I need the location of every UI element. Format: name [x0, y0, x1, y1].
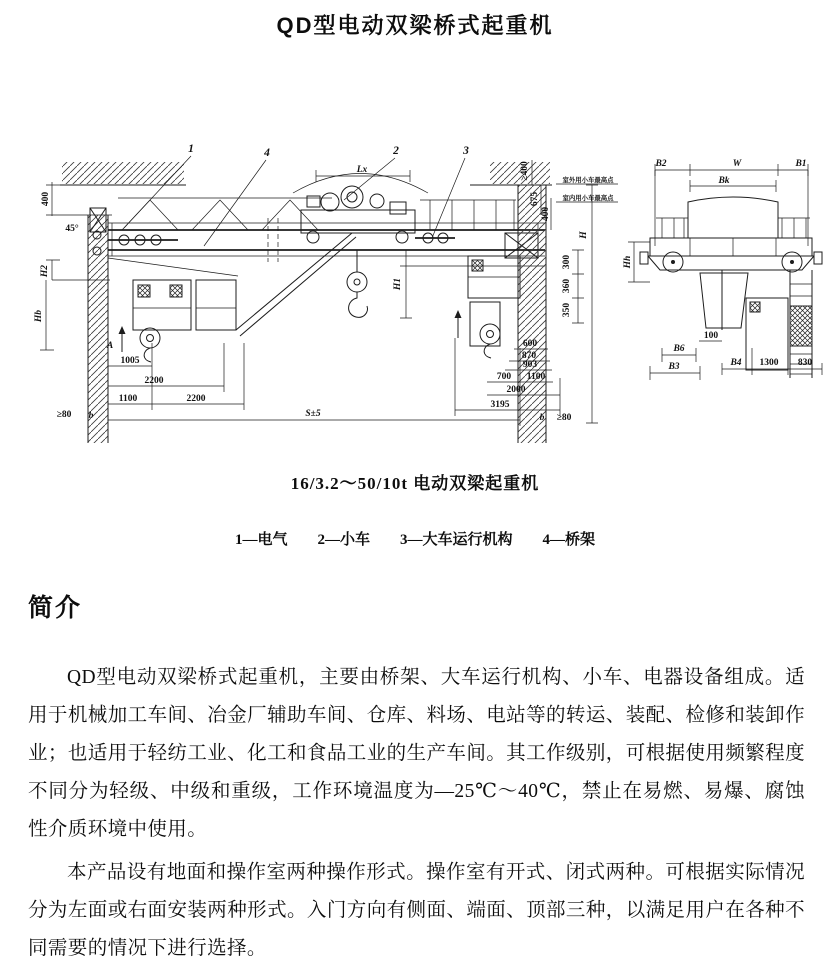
- right-panels: [468, 256, 520, 358]
- dim-ge80-left: ≥80: [56, 410, 72, 420]
- point-a: A: [106, 341, 114, 351]
- technical-drawing: [0, 138, 830, 460]
- dim-bk: Bk: [718, 176, 730, 186]
- dim-hh: Hh: [623, 255, 633, 269]
- dim-700: 700: [496, 372, 512, 382]
- dim-ge400: ≥400: [520, 161, 530, 181]
- dim-675: 675: [530, 191, 540, 207]
- dim-830: 830: [797, 358, 813, 368]
- dim-870: 870: [521, 351, 537, 361]
- dim-2000: 2000: [506, 385, 526, 395]
- dim-lx: Lx: [356, 165, 368, 175]
- dim-360: 360: [562, 278, 572, 294]
- intro-paragraph-2: 本产品设有地面和操作室两种操作形式。操作室有开式、闭式两种。可根据实际情况分为左面或右面安装两种形式。入门方向有侧面、端面、顶部三种，以满足用户在各种不同需要的情况下进行选择。: [28, 862, 805, 959]
- dim-hb: Hb: [34, 309, 44, 323]
- dim-903: 903: [522, 360, 538, 370]
- dim-s5: S±5: [305, 409, 321, 419]
- dim-b6: B6: [673, 344, 685, 354]
- section-heading-intro: 简介: [28, 594, 83, 622]
- dim-1100-b: 1100: [526, 372, 546, 382]
- dim-1300: 1300: [759, 358, 779, 368]
- callout-1: 1: [188, 143, 194, 155]
- dim-2200-b: 2200: [186, 394, 206, 404]
- callout-2: 2: [393, 145, 399, 157]
- dim-h1: H1: [393, 277, 403, 291]
- dim-600: 600: [522, 339, 538, 349]
- legend-item-trolley: 2—小车: [317, 532, 370, 548]
- trolley: [301, 186, 415, 243]
- crane-diagram: [0, 138, 830, 460]
- dim-1100: 1100: [118, 394, 138, 404]
- callout-4: 4: [264, 147, 270, 159]
- dim-h2: H2: [40, 264, 50, 278]
- dim-100: 100: [703, 331, 719, 341]
- hook-block: [347, 250, 367, 317]
- figure-legend: [0, 528, 830, 549]
- dim-b-right: b: [539, 413, 545, 423]
- dim-b3: B3: [668, 362, 680, 372]
- dim-b-left: b: [88, 411, 94, 421]
- dim-400-right: 400: [541, 206, 551, 222]
- dim-350: 350: [562, 302, 572, 318]
- dim-300: 300: [562, 254, 572, 270]
- dim-b2: B2: [655, 159, 667, 169]
- dim-2200-a: 2200: [144, 376, 164, 386]
- legend-item-travel-mechanism: 3—大车运行机构: [400, 532, 513, 548]
- dim-1005: 1005: [120, 356, 140, 366]
- note-indoor-trolley: 室内用小车最高点: [562, 195, 614, 202]
- page-title: QD型电动双梁桥式起重机: [276, 13, 554, 38]
- dim-b1: B1: [795, 159, 807, 169]
- legend-item-electric: 1—电气: [234, 532, 288, 548]
- dim-ge80-right: ≥80: [556, 413, 572, 423]
- note-outdoor-trolley: 室外用小车最高点: [562, 177, 614, 184]
- dim-h-total: H: [579, 231, 589, 239]
- dim-w: W: [732, 159, 742, 169]
- dim-400-left: 400: [41, 191, 51, 207]
- dim-45deg: 45°: [65, 224, 79, 234]
- end-view: [628, 164, 822, 380]
- figure-caption: 16/3.2～50/10t 电动双梁起重机: [290, 474, 540, 493]
- left-platform: [108, 233, 356, 362]
- legend-item-bridge: 4—桥架: [542, 532, 596, 548]
- callout-3: 3: [463, 145, 469, 157]
- dim-3195: 3195: [490, 400, 510, 410]
- intro-body: [28, 659, 805, 968]
- dim-b4: B4: [730, 358, 742, 368]
- intro-paragraph-1: QD型电动双梁桥式起重机，主要由桥架、大车运行机构、小车、电器设备组成。适用于机械加工车间、冶金厂辅助车间、仓库、料场、电站等的转运、装配、检修和装卸作业；也适用于轻纺工业、化工和食品工业的生产车间。其工作级别，可根据使用频繁程度不同分为轻级、中级和重级，工作环境温度为—25℃～40℃，禁止在易燃、易爆、腐蚀性介质环境中使用。: [28, 667, 805, 840]
